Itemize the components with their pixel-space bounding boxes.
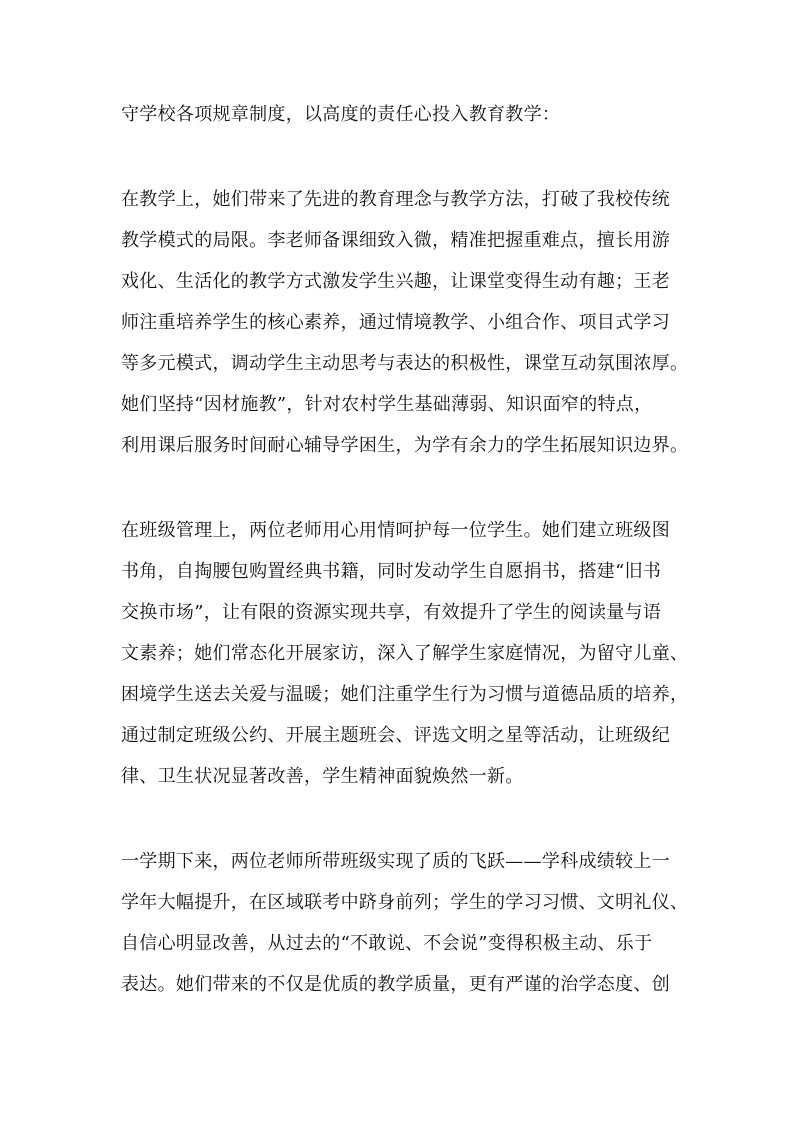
paragraph-2-line-5: 等多元模式，调动学生主动思考与表达的积极性，课堂互动氛围浓厚。 [121,353,689,374]
paragraph-2-line-7: 利用课后服务时间耐心辅导学困生，为学有余力的学生拓展知识边界。 [121,435,689,456]
paragraph-3-line-6: 通过制定班级公约、开展主题班会、评选文明之星等活动，让班级纪 [121,725,670,746]
paragraph-1-line-1: 守学校各项规章制度，以高度的责任心投入教育教学： [121,104,561,125]
paragraph-2-line-3: 戏化、生活化的教学方式激发学生兴趣，让课堂变得生动有趣；王老 [121,271,670,292]
paragraph-2-line-4: 师注重培养学生的核心素养，通过情境教学、小组合作、项目式学习 [121,312,670,333]
paragraph-3-line-5: 困境学生送去关爱与温暖；她们注重学生行为习惯与道德品质的培养， [121,684,689,705]
paragraph-3-line-4: 文素养；她们常态化开展家访，深入了解学生家庭情况，为留守儿童、 [121,643,689,664]
paragraph-2-line-2: 教学模式的局限。李老师备课细致入微，精准把握重难点，擅长用游 [121,230,670,251]
paragraph-3-line-1: 在班级管理上，两位老师用心用情呵护每一位学生。她们建立班级图 [121,520,670,541]
paragraph-3-line-7: 律、卫生状况显著改善，学生精神面貌焕然一新。 [121,766,524,787]
paragraph-3-line-3: 交换市场”，让有限的资源实现共享，有效提升了学生的阅读量与语 [121,602,662,623]
paragraph-4-line-2: 学年大幅提升，在区域联考中跻身前列；学生的学习习惯、文明礼仪、 [121,892,689,913]
paragraph-4-line-4: 表达。她们带来的不仅是优质的教学质量，更有严谨的治学态度、创 [121,974,670,995]
paragraph-4-line-3: 自信心明显改善，从过去的“不敢说、不会说”变得积极主动、乐于 [121,933,653,954]
paragraph-2-line-6: 她们坚持“因材施教”，针对农村学生基础薄弱、知识面窄的特点， [121,394,653,415]
paragraph-3-line-2: 书角，自掏腰包购置经典书籍，同时发动学生自愿捐书，搭建“旧书 [121,561,662,582]
paragraph-4-line-1: 一学期下来，两位老师所带班级实现了质的飞跃——学科成绩较上一 [121,851,670,872]
paragraph-2-line-1: 在教学上，她们带来了先进的教育理念与教学方法，打破了我校传统 [121,189,670,210]
